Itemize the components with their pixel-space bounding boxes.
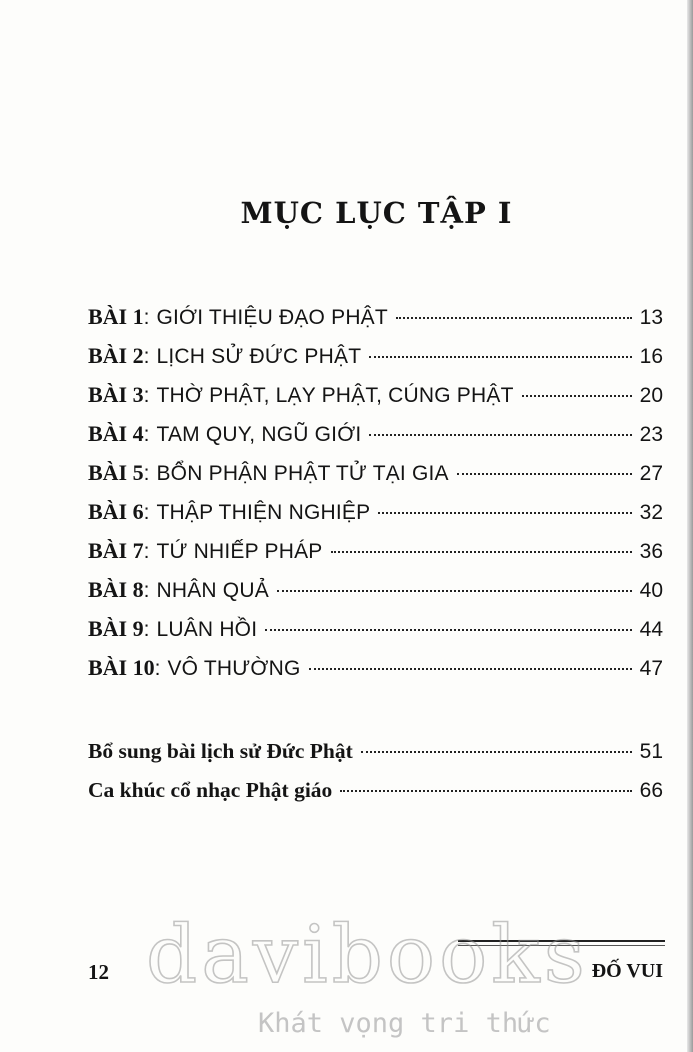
page-number: 36 xyxy=(639,540,663,563)
footer-book-title: ĐỐ VUI xyxy=(591,960,663,982)
dot-leader xyxy=(369,356,631,358)
page-number: 66 xyxy=(639,779,663,802)
page-number: 44 xyxy=(639,618,663,641)
toc-row[interactable] xyxy=(88,336,663,375)
toc-row[interactable] xyxy=(88,771,663,810)
dot-leader xyxy=(369,434,631,436)
lesson-title: NHÂN QUẢ xyxy=(156,579,269,602)
page-number: 51 xyxy=(639,740,663,763)
lesson-title: TỨ NHIẾP PHÁP xyxy=(156,540,323,563)
watermark-brand: davibooks xyxy=(146,908,589,1001)
page-number: 40 xyxy=(639,579,663,602)
colon: : xyxy=(143,618,150,641)
extra-title: Ca khúc cổ nhạc Phật giáo xyxy=(88,778,333,802)
lesson-title: VÔ THƯỜNG xyxy=(167,657,301,680)
dot-leader xyxy=(277,590,632,592)
lesson-title: LUÂN HỒI xyxy=(156,618,258,641)
lesson-number: BÀI 5 xyxy=(88,460,144,485)
toc-row[interactable] xyxy=(88,414,663,453)
dot-leader xyxy=(265,629,631,631)
dot-leader xyxy=(331,551,632,553)
colon: : xyxy=(143,423,150,446)
toc-row[interactable] xyxy=(88,453,663,492)
page-number: 16 xyxy=(639,345,663,368)
colon: : xyxy=(143,462,150,485)
footer-page-number: 12 xyxy=(88,960,109,984)
page-number: 13 xyxy=(639,306,663,329)
dot-leader xyxy=(457,473,632,475)
toc-row[interactable] xyxy=(88,492,663,531)
toc-row[interactable] xyxy=(88,732,663,771)
watermark-tagline: Khát vọng tri thức xyxy=(258,1008,551,1039)
lesson-title: THẬP THIỆN NGHIỆP xyxy=(156,501,371,524)
toc-row[interactable] xyxy=(88,375,663,414)
colon: : xyxy=(154,657,161,680)
page-number: 27 xyxy=(639,462,663,485)
lesson-title: TAM QUY, NGŨ GIỚI xyxy=(156,423,362,446)
toc-extras xyxy=(88,732,663,810)
colon: : xyxy=(143,384,150,407)
lesson-number: BÀI 8 xyxy=(88,577,144,602)
lesson-title: GIỚI THIỆU ĐẠO PHẬT xyxy=(156,306,388,329)
lesson-title: LỊCH SỬ ĐỨC PHẬT xyxy=(156,345,362,368)
colon: : xyxy=(143,345,150,368)
lesson-title: THỜ PHẬT, LẠY PHẬT, CÚNG PHẬT xyxy=(156,384,514,407)
colon: : xyxy=(143,306,150,329)
lesson-number: BÀI 9 xyxy=(88,616,144,641)
lesson-number: BÀI 7 xyxy=(88,538,144,563)
colon: : xyxy=(143,501,150,524)
toc-row[interactable] xyxy=(88,609,663,648)
toc-row[interactable] xyxy=(88,648,663,687)
extra-title: Bổ sung bài lịch sử Đức Phật xyxy=(88,739,353,763)
page-title: MỤC LỤC TẬP I xyxy=(240,196,513,230)
page-number: 23 xyxy=(639,423,663,446)
dot-leader xyxy=(522,395,632,397)
lesson-title: BỔN PHẬN PHẬT TỬ TẠI GIA xyxy=(156,462,449,485)
lesson-number: BÀI 10 xyxy=(88,655,155,680)
dot-leader xyxy=(378,512,631,514)
dot-leader xyxy=(309,668,632,670)
lesson-number: BÀI 6 xyxy=(88,499,144,524)
colon: : xyxy=(143,540,150,563)
lesson-number: BÀI 1 xyxy=(88,304,144,329)
dot-leader xyxy=(396,317,632,319)
dot-leader xyxy=(361,751,632,753)
page-number: 47 xyxy=(639,657,663,680)
page-edge xyxy=(687,0,693,1052)
toc-row[interactable] xyxy=(88,297,663,336)
page-number: 32 xyxy=(639,501,663,524)
lesson-number: BÀI 2 xyxy=(88,343,144,368)
toc-row[interactable] xyxy=(88,531,663,570)
toc-lessons xyxy=(88,297,663,687)
lesson-number: BÀI 4 xyxy=(88,421,144,446)
toc-row[interactable] xyxy=(88,570,663,609)
lesson-number: BÀI 3 xyxy=(88,382,144,407)
dot-leader xyxy=(340,790,631,792)
colon: : xyxy=(143,579,150,602)
page-number: 20 xyxy=(639,384,663,407)
